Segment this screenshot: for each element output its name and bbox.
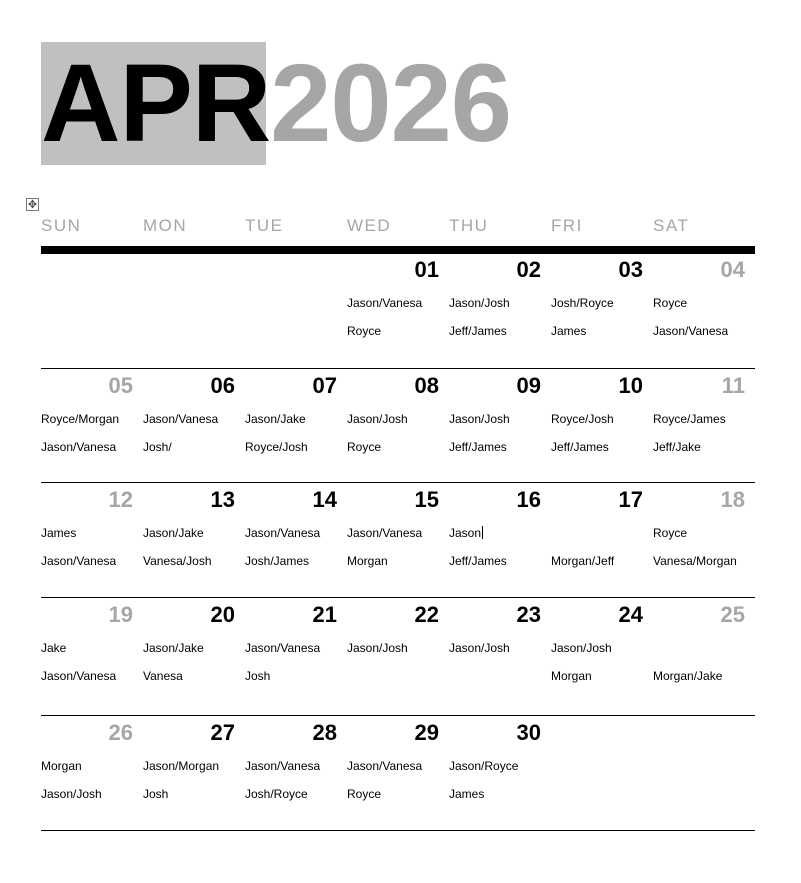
day-number: 02 bbox=[516, 257, 541, 282]
day-number: 03 bbox=[618, 257, 643, 282]
shift-entry[interactable]: Vanesa bbox=[143, 669, 183, 683]
day-cell[interactable] bbox=[551, 602, 653, 702]
header-divider bbox=[41, 246, 755, 254]
day-cell[interactable] bbox=[653, 257, 755, 357]
day-cell[interactable] bbox=[653, 720, 755, 820]
shift-entry[interactable]: Jeff/James bbox=[449, 554, 507, 568]
shift-entry[interactable]: Jason/Jake bbox=[245, 412, 306, 426]
move-arrows-icon[interactable]: ✥ bbox=[27, 198, 38, 211]
shift-entry[interactable]: James bbox=[551, 324, 587, 338]
day-number: 09 bbox=[516, 373, 541, 398]
shift-entry[interactable]: Jason/Josh bbox=[449, 296, 510, 310]
shift-entry[interactable]: Jason/Vanesa bbox=[245, 641, 321, 655]
shift-entry[interactable]: Jason/Vanesa bbox=[245, 526, 321, 540]
shift-entry[interactable]: Jason/Vanesa bbox=[347, 759, 423, 773]
day-number: 01 bbox=[414, 257, 439, 282]
day-number: 14 bbox=[312, 487, 337, 512]
day-number: 13 bbox=[210, 487, 235, 512]
shift-entry[interactable]: Jason/Vanesa bbox=[41, 669, 117, 683]
shift-entry[interactable]: Jason/Josh bbox=[449, 641, 510, 655]
day-number: 19 bbox=[108, 602, 133, 627]
day-cell[interactable] bbox=[653, 602, 755, 702]
day-cell[interactable] bbox=[245, 373, 347, 473]
day-cell[interactable] bbox=[449, 257, 551, 357]
day-cell[interactable] bbox=[245, 257, 347, 357]
shift-entry[interactable]: Jason/Morgan bbox=[143, 759, 220, 773]
day-cell[interactable] bbox=[551, 720, 653, 820]
shift-entry[interactable]: Morgan bbox=[41, 759, 82, 773]
day-number: 29 bbox=[414, 720, 439, 745]
day-number: 20 bbox=[210, 602, 235, 627]
day-cell[interactable] bbox=[245, 487, 347, 587]
shift-entry[interactable]: Josh/James bbox=[245, 554, 310, 568]
weekday-sat: SAT bbox=[653, 216, 690, 235]
shift-entry[interactable]: Morgan bbox=[347, 554, 388, 568]
shift-entry[interactable]: Jeff/James bbox=[449, 440, 507, 454]
day-cell[interactable] bbox=[347, 373, 449, 473]
shift-entry[interactable]: Jason/Josh bbox=[551, 641, 612, 655]
day-number: 12 bbox=[108, 487, 133, 512]
shift-entry[interactable]: Royce/Josh bbox=[551, 412, 614, 426]
day-number: 15 bbox=[414, 487, 439, 512]
text-cursor bbox=[482, 526, 483, 539]
shift-entry[interactable]: Jason/Josh bbox=[347, 641, 408, 655]
shift-entry[interactable]: Vanesa/Josh bbox=[143, 554, 212, 568]
day-number: 17 bbox=[618, 487, 643, 512]
day-cell[interactable] bbox=[41, 373, 143, 473]
day-cell[interactable] bbox=[551, 487, 653, 587]
shift-entry[interactable]: Josh bbox=[245, 669, 271, 683]
day-number: 21 bbox=[312, 602, 337, 627]
shift-entry[interactable]: Jason/Vanesa bbox=[41, 554, 117, 568]
shift-entry[interactable]: Jason/Vanesa bbox=[41, 440, 117, 454]
day-cell[interactable] bbox=[143, 257, 245, 357]
day-cell[interactable] bbox=[347, 257, 449, 357]
shift-entry[interactable]: Royce/James bbox=[653, 412, 726, 426]
day-cell[interactable] bbox=[143, 602, 245, 702]
day-cell[interactable] bbox=[551, 257, 653, 357]
shift-entry[interactable]: Royce/Josh bbox=[245, 440, 308, 454]
day-number: 04 bbox=[720, 257, 745, 282]
shift-entry[interactable]: Royce/Morgan bbox=[41, 412, 120, 426]
day-number: 25 bbox=[720, 602, 745, 627]
week-divider bbox=[41, 715, 755, 716]
shift-entry[interactable]: James bbox=[41, 526, 77, 540]
week-divider bbox=[41, 368, 755, 369]
day-number: 30 bbox=[516, 720, 541, 745]
shift-entry[interactable]: Morgan/Jeff bbox=[551, 554, 615, 568]
shift-entry[interactable]: Royce bbox=[347, 324, 382, 338]
year-label[interactable]: 2026 bbox=[270, 42, 511, 165]
day-number: 08 bbox=[414, 373, 439, 398]
week-divider bbox=[41, 597, 755, 598]
day-number: 23 bbox=[516, 602, 541, 627]
shift-entry[interactable]: Jason bbox=[449, 526, 482, 540]
day-cell[interactable] bbox=[551, 373, 653, 473]
shift-entry[interactable]: Jason/Vanesa bbox=[653, 324, 729, 338]
week-divider bbox=[41, 482, 755, 483]
day-number: 07 bbox=[312, 373, 337, 398]
shift-entry[interactable]: Josh bbox=[143, 787, 169, 801]
shift-entry[interactable]: Jason/Jake bbox=[143, 641, 204, 655]
day-cell[interactable] bbox=[41, 257, 143, 357]
day-cell[interactable] bbox=[449, 602, 551, 702]
shift-entry[interactable]: Jeff/James bbox=[449, 324, 507, 338]
shift-entry[interactable]: Jason/Vanesa bbox=[143, 412, 219, 426]
shift-entry[interactable]: Jason/Vanesa bbox=[347, 296, 423, 310]
weekday-fri: FRI bbox=[551, 216, 583, 235]
day-cell[interactable] bbox=[653, 487, 755, 587]
day-cell[interactable] bbox=[143, 720, 245, 820]
shift-entry[interactable]: Royce bbox=[653, 296, 688, 310]
shift-entry[interactable]: Jason/Josh bbox=[347, 412, 408, 426]
day-cell[interactable] bbox=[41, 602, 143, 702]
day-cell[interactable] bbox=[143, 373, 245, 473]
day-cell[interactable] bbox=[449, 487, 551, 587]
shift-entry[interactable]: Jason/Royce bbox=[449, 759, 519, 773]
shift-entry[interactable]: Royce bbox=[347, 440, 382, 454]
shift-entry[interactable]: Jason/Josh bbox=[449, 412, 510, 426]
shift-entry[interactable]: Royce bbox=[653, 526, 688, 540]
shift-entry[interactable]: Jason/Jake bbox=[143, 526, 204, 540]
weekday-sun: SUN bbox=[41, 216, 82, 235]
day-cell[interactable] bbox=[347, 720, 449, 820]
day-number: 28 bbox=[312, 720, 337, 745]
day-number: 06 bbox=[210, 373, 235, 398]
day-cell[interactable] bbox=[245, 602, 347, 702]
day-number: 18 bbox=[720, 487, 745, 512]
week-divider bbox=[41, 830, 755, 831]
day-cell[interactable] bbox=[143, 487, 245, 587]
weekday-header bbox=[41, 216, 755, 238]
day-number: 26 bbox=[108, 720, 133, 745]
day-cell[interactable] bbox=[347, 487, 449, 587]
shift-entry[interactable]: Jason/Josh bbox=[41, 787, 102, 801]
day-number: 10 bbox=[618, 373, 643, 398]
shift-entry[interactable]: Josh/Royce bbox=[551, 296, 614, 310]
day-cell[interactable] bbox=[449, 720, 551, 820]
day-cell[interactable] bbox=[41, 720, 143, 820]
shift-entry[interactable]: Jake bbox=[41, 641, 67, 655]
page-title bbox=[41, 42, 511, 165]
shift-entry[interactable]: Jason/Vanesa bbox=[245, 759, 321, 773]
day-number: 11 bbox=[721, 373, 745, 398]
day-number: 22 bbox=[414, 602, 439, 627]
day-number: 05 bbox=[108, 373, 133, 398]
day-cell[interactable] bbox=[347, 602, 449, 702]
shift-entry[interactable]: Jeff/James bbox=[551, 440, 609, 454]
shift-entry[interactable]: James bbox=[449, 787, 485, 801]
shift-entry[interactable]: Morgan bbox=[551, 669, 592, 683]
shift-entry[interactable]: Jeff/Jake bbox=[653, 440, 701, 454]
weekday-wed: WED bbox=[347, 216, 392, 235]
shift-entry[interactable]: Jason/Vanesa bbox=[347, 526, 423, 540]
day-number: 27 bbox=[210, 720, 235, 745]
day-cell[interactable] bbox=[245, 720, 347, 820]
shift-entry[interactable]: Royce bbox=[347, 787, 382, 801]
shift-entry[interactable]: Vanesa/Morgan bbox=[653, 554, 737, 568]
day-cell[interactable] bbox=[449, 373, 551, 473]
shift-entry[interactable]: Josh/ bbox=[143, 440, 172, 454]
shift-entry[interactable]: Morgan/Jake bbox=[653, 669, 723, 683]
weekday-mon: MON bbox=[143, 216, 188, 235]
day-cell[interactable] bbox=[41, 487, 143, 587]
day-number: 16 bbox=[516, 487, 541, 512]
weekday-thu: THU bbox=[449, 216, 489, 235]
weekday-tue: TUE bbox=[245, 216, 284, 235]
day-number: 24 bbox=[618, 602, 643, 627]
month-label[interactable]: APR bbox=[41, 42, 271, 165]
day-cell[interactable] bbox=[653, 373, 755, 473]
shift-entry[interactable]: Josh/Royce bbox=[245, 787, 308, 801]
